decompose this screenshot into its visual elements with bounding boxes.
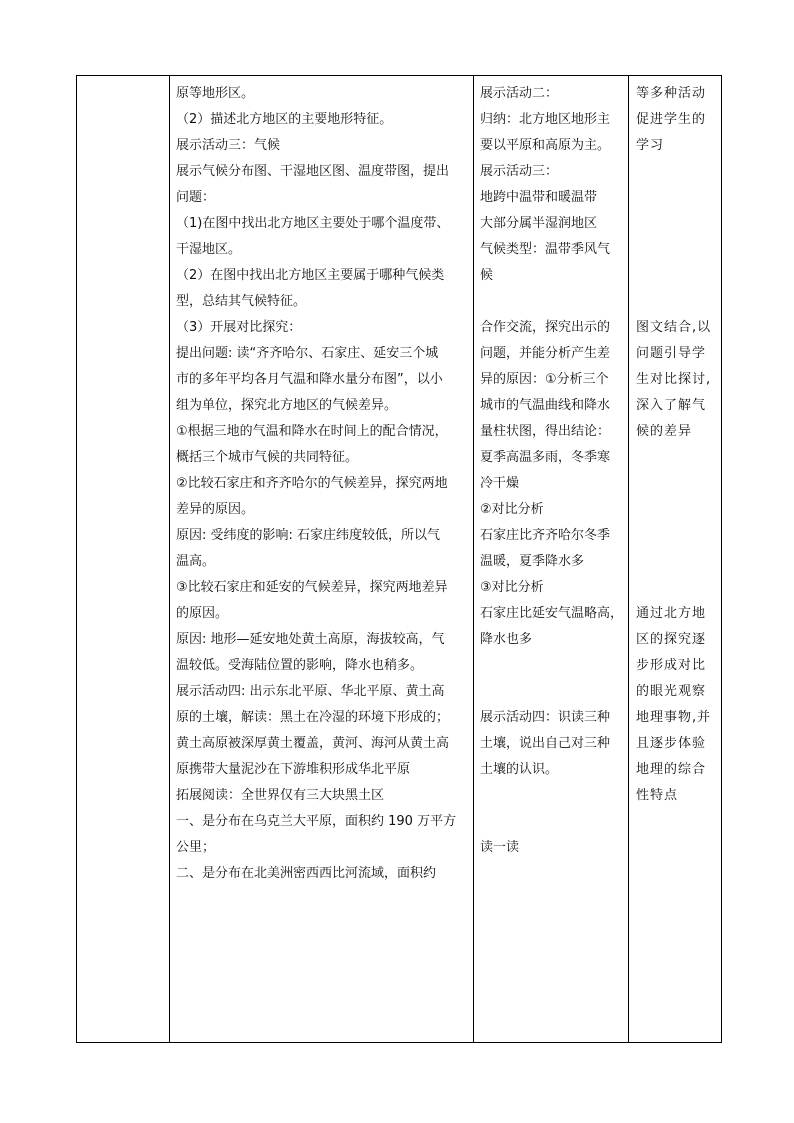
teacher-activity-line: ③比较石家庄和延安的气候差异，探究两地差异 xyxy=(176,580,448,595)
teacher-activity-line: 提出问题: 读“齐齐哈尔、石家庄、延安三个城 xyxy=(176,346,439,361)
student-activity-line: 地跨中温带和暖温带 xyxy=(480,190,598,205)
student-activity-line: 温暖，夏季降水多 xyxy=(480,554,585,569)
student-activity-line: 冷干燥 xyxy=(480,476,520,491)
student-activity-line: 气候类型：温带季风气 xyxy=(480,242,611,257)
design-intent-line: 且逐步体验 xyxy=(636,736,707,751)
student-activity-line: 石家庄比延安气温略高， xyxy=(480,606,624,621)
student-activity-line: 降水也多 xyxy=(480,632,533,647)
student-activity-line: 展示活动四：识读三种 xyxy=(480,710,611,725)
design-intent-line: 区的探究逐 xyxy=(636,632,707,647)
teacher-activity-line: 拓展阅读：全世界仅有三大块黑土区 xyxy=(176,788,385,803)
teacher-activity-line: 问题： xyxy=(176,190,216,205)
design-intent-line: 候的差异 xyxy=(636,424,693,439)
student-activity-cell xyxy=(474,76,629,1043)
design-intent-line: 深入了解气 xyxy=(636,398,707,413)
student-activity-line: 土壤的认识。 xyxy=(480,762,559,777)
design-intent-line: 促进学生的 xyxy=(636,112,707,127)
teacher-activity-line: （2）在图中找出北方地区主要属于哪种气候类 xyxy=(176,268,445,283)
teacher-activity-line: 市的多年平均各月气温和降水量分布图”，以小 xyxy=(176,372,443,387)
design-intent-line xyxy=(636,445,721,471)
student-activity-line: 候 xyxy=(480,268,494,283)
design-intent-line: 步形成对比 xyxy=(636,658,707,673)
design-intent-line xyxy=(636,185,721,211)
teacher-activity-lines xyxy=(170,76,473,887)
student-activity-line: 展示活动二： xyxy=(480,86,559,101)
teacher-activity-line: 概括三个城市气候的共同特征。 xyxy=(176,450,359,465)
student-activity-lines xyxy=(474,76,628,861)
design-intent-line xyxy=(636,471,721,497)
design-intent-line: 性特点 xyxy=(636,788,679,803)
student-activity-line: 展示活动三： xyxy=(480,164,559,179)
teacher-activity-line: 展示活动四: 出示东北平原、华北平原、黄土高 xyxy=(176,684,445,699)
teacher-activity-line: 展示气候分布图、干湿地区图、温度带图，提出 xyxy=(176,164,450,179)
design-intent-line xyxy=(636,575,721,601)
design-intent-line xyxy=(636,237,721,263)
design-intent-line: 的眼光观察 xyxy=(636,684,707,699)
teacher-activity-line: 干湿地区。 xyxy=(176,242,242,257)
design-intent-line xyxy=(636,211,721,237)
student-activity-line xyxy=(480,679,628,705)
student-activity-line xyxy=(480,289,628,315)
design-intent-line xyxy=(636,289,721,315)
teacher-activity-line: （1)在图中找出北方地区主要处于哪个温度带、 xyxy=(176,216,450,231)
student-activity-line: 石家庄比齐齐哈尔冬季 xyxy=(480,528,611,543)
student-activity-line: ③对比分析 xyxy=(480,580,544,595)
teacher-activity-line: 一、是分布在乌克兰大平原，面积约 190 万平方 xyxy=(176,814,457,829)
teacher-activity-line: 原等地形区。 xyxy=(176,86,255,101)
student-activity-line: 要以平原和高原为主。 xyxy=(480,138,611,153)
teacher-activity-line: 温较低。受海陆位置的影响，降水也稍多。 xyxy=(176,658,424,673)
design-intent-cell xyxy=(629,76,722,1043)
design-intent-line: 学习 xyxy=(636,138,665,153)
design-intent-line: 地理的综合 xyxy=(636,762,707,777)
teacher-activity-line: ①根据三地的气温和降水在时间上的配合情况， xyxy=(176,424,448,439)
teacher-activity-line: ②比较石家庄和齐齐哈尔的气候差异，探究两地 xyxy=(176,476,448,491)
student-activity-line: 土壤，说出自己对三种 xyxy=(480,736,611,751)
student-activity-line: 合作交流，探究出示的 xyxy=(480,320,611,335)
design-intent-line xyxy=(636,523,721,549)
teacher-activity-line: 的原因。 xyxy=(176,606,229,621)
student-activity-line: 大部分属半湿润地区 xyxy=(480,216,598,231)
design-intent-line: 图文结合,以 xyxy=(636,320,712,335)
student-activity-line: 读一读 xyxy=(480,840,520,855)
student-activity-line: 问题，并能分析产生差 xyxy=(480,346,611,361)
design-intent-line xyxy=(636,263,721,289)
design-intent-line: 等多种活动 xyxy=(636,86,707,101)
student-activity-line xyxy=(480,809,628,835)
student-activity-line: 夏季高温多雨，冬季寒 xyxy=(480,450,611,465)
teacher-activity-line: 型，总结其气候特征。 xyxy=(176,294,307,309)
teacher-activity-line: 公里； xyxy=(176,840,216,855)
student-activity-line: ②对比分析 xyxy=(480,502,544,517)
design-intent-line xyxy=(636,549,721,575)
teacher-activity-line: 展示活动三：气候 xyxy=(176,138,281,153)
teacher-activity-line: 原因: 地形—延安地处黄土高原，海拔较高，气 xyxy=(176,632,445,647)
teacher-activity-line: 黄土高原被深厚黄土覆盖，黄河、海河从黄土高 xyxy=(176,736,450,751)
table-row xyxy=(77,76,722,1043)
student-activity-line xyxy=(480,783,628,809)
teacher-activity-line: 差异的原因。 xyxy=(176,502,255,517)
lesson-plan-table xyxy=(76,75,722,1043)
design-intent-line: 地理事物,并 xyxy=(636,710,712,725)
teacher-activity-line: 原的土壤，解读：黑土在冷湿的环境下形成的； xyxy=(176,710,450,725)
design-intent-line xyxy=(636,159,721,185)
design-intent-line xyxy=(636,497,721,523)
teacher-activity-line: （3）开展对比探究： xyxy=(176,320,302,335)
design-intent-line: 问题引导学 xyxy=(636,346,707,361)
teacher-activity-line: 原携带大量泥沙在下游堆积形成华北平原 xyxy=(176,762,411,777)
design-intent-line: 通过北方地 xyxy=(636,606,707,621)
student-activity-line: 异的原因：①分析三个 xyxy=(480,372,609,387)
student-activity-line: 量柱状图，得出结论： xyxy=(480,424,611,439)
teacher-activity-cell xyxy=(170,76,474,1043)
design-intent-lines xyxy=(629,76,721,809)
student-activity-line xyxy=(480,653,628,679)
teacher-activity-line: （2）描述北方地区的主要地形特征。 xyxy=(176,112,393,127)
teacher-activity-line: 二、是分布在北美洲密西西比河流域，面积约 xyxy=(176,866,437,881)
student-activity-line: 城市的气温曲线和降水 xyxy=(480,398,611,413)
teacher-activity-line: 组为单位，探究北方地区的气候差异。 xyxy=(176,398,398,413)
student-activity-line: 归纳：北方地区地形主 xyxy=(480,112,611,127)
stage-cell xyxy=(77,76,170,1043)
teacher-activity-line: 原因: 受纬度的影响: 石家庄纬度较低，所以气 xyxy=(176,528,441,543)
teacher-activity-line: 温高。 xyxy=(176,554,216,569)
design-intent-line: 生对比探讨, xyxy=(636,372,712,387)
